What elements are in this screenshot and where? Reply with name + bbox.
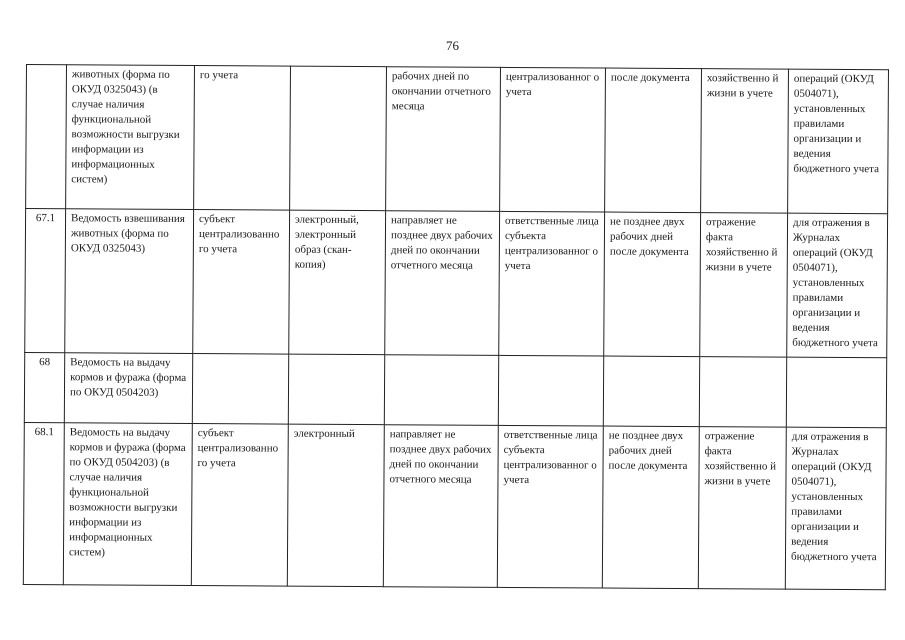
page-number: 76 — [446, 38, 459, 53]
document-name-cell: Ведомость на выдачу кормов и фуража (форма по ОКУД 0504203) — [64, 353, 192, 424]
table-row — [23, 422, 886, 589]
subject-cell — [192, 354, 288, 425]
purpose-cell: для отражения в Журналах операций (ОКУД 0504071), установленных правилами организации и ведения бюджетного учета — [785, 427, 886, 590]
row-number-cell: 68.1 — [23, 422, 64, 584]
format-cell: электронный, электронный образ (скан-копия) — [289, 210, 386, 355]
format-cell — [290, 66, 387, 211]
responsible-cell: ответственные лица субъекта централизованног о учета — [499, 211, 605, 356]
receive-term-cell: не позднее двух рабочих дней после документа — [602, 426, 699, 589]
document-name-cell: животных (форма по ОКУД 0325043) (в случае наличия функциональной возможности выгрузки информации из информационных систем) — [66, 65, 195, 210]
purpose-cell: для отражения в Журналах операций (ОКУД 0504071), установленных правилами организации и ведения бюджетного учета — [787, 213, 888, 358]
format-cell: электронный — [287, 424, 384, 587]
document-name-cell: Ведомость взвешивания животных (форма по ОКУД 0325043) — [65, 209, 194, 354]
purpose-cell — [786, 357, 886, 428]
responsible-cell — [498, 355, 603, 426]
receive-term-cell: не позднее двух рабочих дней после документа — [604, 212, 701, 357]
table-row — [24, 352, 886, 427]
receive-term-cell: после документа — [605, 68, 702, 213]
document-name-cell: Ведомость на выдачу кормов и фуража (форма по ОКУД 0504203) (в случае наличия функциональной возможности выгрузки информации из информационных систем) — [63, 423, 192, 586]
content-cell: хозяйственно й жизни в учете — [701, 69, 789, 214]
table-row — [25, 209, 888, 358]
table-row — [26, 65, 889, 214]
send-term-cell: рабочих дней по окончании отчетного месяца — [386, 67, 501, 212]
row-number-cell — [26, 65, 67, 209]
content-cell: отражение факта хозяйственно й жизни в учете — [698, 427, 786, 590]
send-term-cell — [384, 355, 498, 426]
row-number-cell: 68 — [24, 352, 64, 422]
format-cell — [288, 354, 384, 425]
subject-cell: го учета — [194, 66, 291, 211]
purpose-cell: операций (ОКУД 0504071), установленных правилами организации и ведения бюджетного учета — [788, 69, 889, 214]
document-table — [23, 64, 889, 590]
responsible-cell: ответственные лица субъекта централизованног о учета — [497, 425, 603, 588]
responsible-cell: централизованног о учета — [500, 67, 606, 212]
subject-cell: субъект централизованно го учета — [193, 210, 290, 355]
subject-cell: субъект централизованно го учета — [191, 424, 288, 587]
content-cell: отражение факта хозяйственно й жизни в учете — [700, 213, 788, 358]
receive-term-cell — [603, 356, 699, 427]
content-cell — [699, 357, 786, 428]
send-term-cell: направляет не позднее двух рабочих дней по окончании отчетного месяца — [383, 425, 498, 588]
send-term-cell: направляет не позднее двух рабочих дней по окончании отчетного месяца — [385, 211, 500, 356]
row-number-cell: 67.1 — [25, 209, 66, 353]
